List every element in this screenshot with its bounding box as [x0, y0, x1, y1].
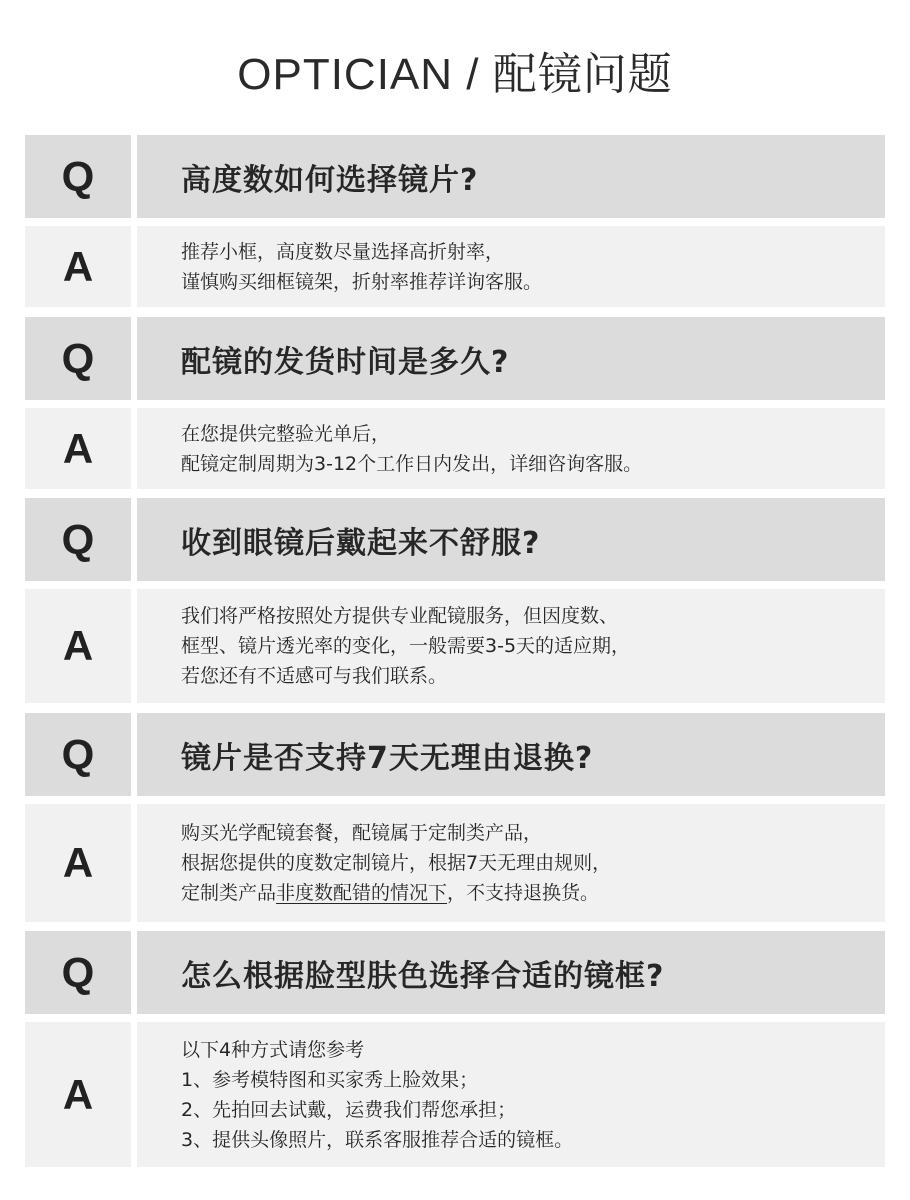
answer-line: 谨慎购买细框镜架，折射率推荐详询客服。 — [181, 270, 543, 293]
q-badge: Q — [25, 498, 131, 581]
answer-segment: 定制类产品 — [181, 882, 277, 904]
answer-line: 推荐小框，高度数尽量选择高折射率， — [181, 240, 505, 263]
answer-line: 2、先拍回去试戴，运费我们帮您承担； — [181, 1098, 517, 1121]
a-badge: A — [25, 226, 131, 307]
answer-line: 3、提供头像照片，联系客服推荐合适的镜框。 — [181, 1128, 574, 1151]
q-badge: Q — [25, 931, 131, 1014]
answer-line: 我们将严格按照处方提供专业配镜服务，但因度数、 — [181, 605, 619, 627]
underlined-answer-segment: 非度数配错的情况下 — [276, 882, 448, 904]
faq-answer-row — [25, 408, 885, 489]
faq-question-row — [25, 931, 885, 1014]
answer-line — [181, 878, 885, 908]
a-badge: A — [25, 589, 131, 703]
question-text: 镜片是否支持7天无理由退换? — [181, 740, 594, 776]
page-title: OPTICIAN / 配镜问题 — [237, 50, 673, 99]
question-text: 高度数如何选择镜片? — [181, 162, 479, 198]
faq-answer-row — [25, 1022, 885, 1167]
q-badge: Q — [25, 713, 131, 796]
answer-line: 以下4种方式请您参考 — [181, 1038, 365, 1061]
answer-line: 在您提供完整验光单后， — [181, 422, 391, 445]
a-badge: A — [25, 1022, 131, 1167]
q-badge: Q — [25, 317, 131, 400]
a-badge: A — [25, 804, 131, 922]
answer-line: 1、参考模特图和买家秀上脸效果； — [181, 1068, 479, 1091]
question-text: 配镜的发货时间是多久? — [181, 344, 510, 380]
answer-line: 框型、镜片透光率的变化，一般需要3-5天的适应期， — [181, 635, 631, 657]
answer-segment: ，不支持退换货。 — [447, 882, 600, 904]
answer-line: 购买光学配镜套餐，配镜属于定制类产品， — [181, 822, 543, 844]
faq-answer-row — [25, 589, 885, 703]
answer-line: 根据您提供的度数定制镜片，根据7天无理由规则， — [181, 852, 612, 874]
question-text: 收到眼镜后戴起来不舒服? — [181, 525, 541, 561]
question-text: 怎么根据脸型肤色选择合适的镜框? — [181, 958, 665, 994]
faq-question-row — [25, 317, 885, 400]
faq-question-row — [25, 498, 885, 581]
faq-answer-row — [25, 804, 885, 922]
a-badge: A — [25, 408, 131, 489]
q-badge: Q — [25, 135, 131, 218]
answer-line: 若您还有不适感可与我们联系。 — [181, 665, 448, 687]
faq-question-row — [25, 713, 885, 796]
faq-answer-row — [25, 226, 885, 307]
faq-question-row — [25, 135, 885, 218]
answer-line: 配镜定制周期为3-12个工作日内发出，详细咨询客服。 — [181, 452, 643, 475]
